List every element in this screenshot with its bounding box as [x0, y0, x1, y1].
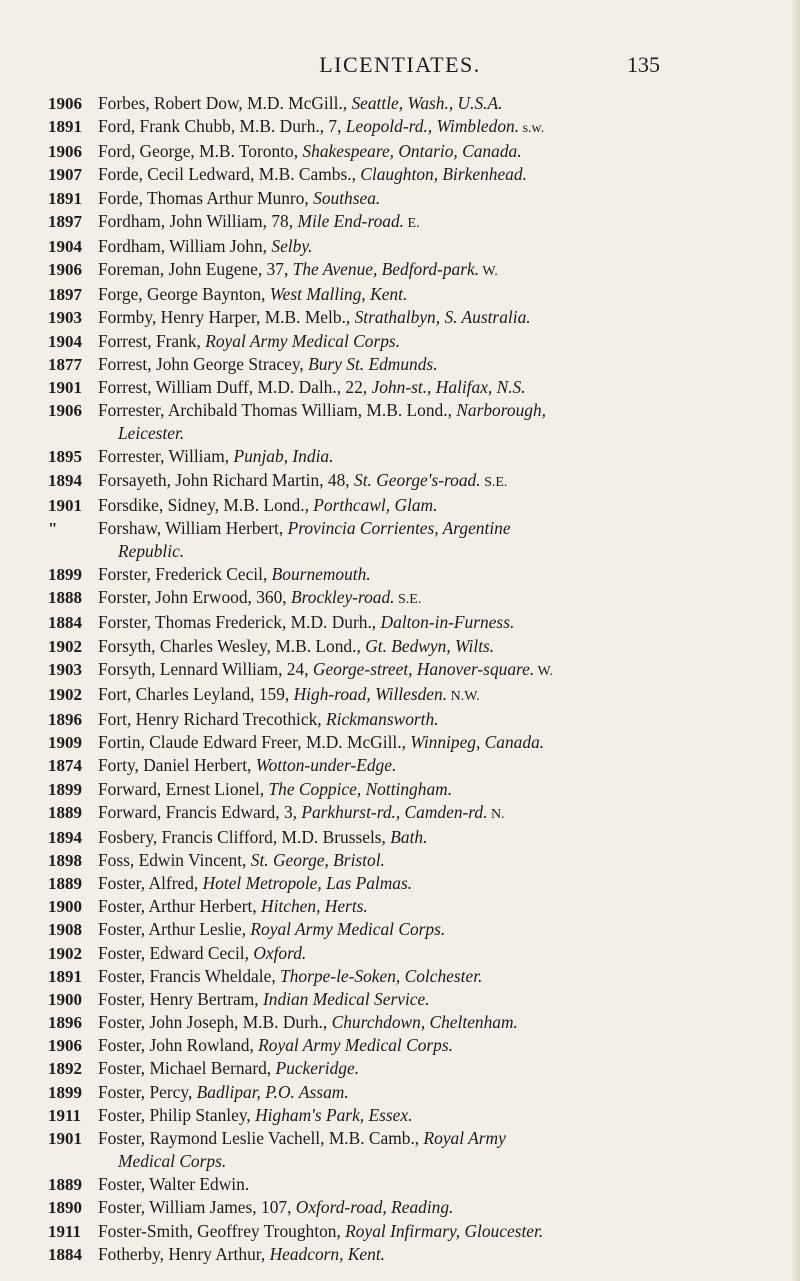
entry-year: 1903	[48, 659, 82, 679]
entry-year: 1904	[48, 236, 82, 256]
entry-text	[98, 469, 766, 494]
list-item	[46, 683, 766, 708]
entry-year: 1902	[48, 636, 82, 656]
entry-text	[98, 283, 766, 306]
entry-name: Fotherby, Henry Arthur,	[98, 1243, 270, 1264]
entry-place: Bath.	[390, 826, 428, 847]
entry-year: 1907	[48, 165, 82, 185]
entry-text	[98, 92, 766, 115]
entry-text	[98, 235, 766, 258]
page-header	[0, 52, 800, 82]
entry-name: Foreman, John Eugene, 37,	[98, 259, 293, 280]
entry-place-continued: Republic.	[118, 540, 185, 561]
entry-place: The Coppice, Nottingham.	[268, 778, 453, 799]
list-item	[46, 163, 766, 186]
entry-year: 1898	[48, 851, 82, 870]
entry-name: Forsayeth, John Richard Martin, 48,	[98, 469, 354, 490]
entry-text	[98, 563, 766, 586]
entry-year: 1884	[48, 613, 82, 633]
entry-year: 1906	[48, 94, 82, 113]
list-item	[46, 1011, 766, 1034]
entry-place: High-road, Willesden.	[293, 683, 448, 704]
entry-text	[98, 376, 766, 399]
list-item	[46, 826, 766, 849]
entry-text	[98, 586, 766, 611]
entry-place: Dalton-in-Furness.	[380, 612, 515, 633]
entry-place: Rickmansworth.	[325, 709, 439, 730]
entry-name: Fort, Charles Leyland, 159,	[98, 683, 294, 704]
entry-text	[98, 445, 766, 468]
entry-place: Provincia Corrientes, Argentine	[287, 517, 511, 538]
entry-text	[98, 1173, 766, 1196]
entry-year: "	[48, 518, 58, 538]
list-item	[46, 1081, 766, 1104]
list-item	[46, 1220, 766, 1243]
entry-place: Gt. Bedwyn, Wilts.	[365, 635, 495, 656]
list-item	[46, 801, 766, 826]
entry-year: 1911	[48, 1105, 82, 1125]
list-item	[46, 1196, 766, 1219]
entry-place: The Avenue, Bedford-park.	[292, 259, 480, 280]
list-item	[46, 306, 766, 329]
entry-place: Selby.	[271, 235, 313, 256]
entry-year: 1884	[48, 1244, 82, 1264]
list-item	[46, 92, 766, 115]
entry-place: Claughton, Birkenhead.	[360, 164, 527, 185]
entry-year: 1908	[48, 920, 82, 940]
entry-place: Oxford.	[253, 942, 307, 963]
list-item	[46, 708, 766, 731]
entry-place: Wotton-under-Edge.	[255, 755, 397, 776]
entry-place: Oxford-road, Reading.	[295, 1197, 454, 1218]
list-item	[46, 210, 766, 235]
list-item	[46, 918, 766, 941]
entry-text	[98, 872, 766, 895]
entry-place: Royal Army Medical Corps.	[250, 919, 446, 940]
entry-district: W.	[534, 663, 553, 679]
entry-year: 1906	[48, 260, 82, 280]
entry-text	[98, 1243, 766, 1266]
entry-name: Forde, Thomas Arthur Munro,	[98, 187, 314, 208]
entry-place: George-street, Hanover-square.	[312, 658, 535, 679]
entry-name: Forster, Frederick Cecil,	[98, 564, 272, 585]
entry-text	[98, 1034, 766, 1057]
list-item	[46, 563, 766, 586]
entry-place: Headcorn, Kent.	[269, 1243, 386, 1264]
entry-place: St. George's-road.	[354, 469, 481, 490]
entry-year: 1902	[48, 943, 82, 963]
entry-year: 1900	[48, 989, 82, 1009]
entry-name: Fort, Henry Richard Trecothick,	[98, 709, 326, 730]
entry-name: Forward, Ernest Lionel,	[98, 778, 269, 799]
entry-name: Foster, Raymond Leslie Vachell, M.B. Camb.,	[98, 1127, 424, 1148]
list-item	[46, 1034, 766, 1057]
list-item	[46, 778, 766, 801]
entry-text	[98, 731, 766, 754]
entry-name: Forbes, Robert Dow, M.D. McGill.,	[98, 93, 352, 113]
entry-place: Hitchen, Herts.	[261, 896, 368, 917]
entry-text	[98, 258, 766, 283]
entry-name: Foss, Edwin Vincent,	[98, 850, 251, 870]
entry-place: Winnipeg, Canada.	[410, 732, 545, 753]
entry-district: N.W.	[447, 688, 480, 704]
entry-name: Fordham, John William, 78,	[98, 210, 298, 231]
entry-district: N.	[487, 806, 505, 822]
entry-place: Royal Army Medical Corps.	[205, 330, 401, 351]
list-item	[46, 330, 766, 353]
entry-year: 1888	[48, 588, 82, 608]
entry-district: S.E.	[394, 592, 422, 608]
entry-text	[98, 163, 766, 186]
entry-text	[98, 942, 766, 965]
entry-text	[98, 849, 766, 872]
entry-year: 1909	[48, 733, 82, 753]
entry-name: Foster, Henry Bertram,	[98, 988, 263, 1009]
entry-year: 1897	[48, 211, 82, 231]
entry-name: Forrest, Frank,	[98, 330, 206, 351]
entry-text	[98, 754, 766, 777]
entry-year: 1899	[48, 1082, 82, 1102]
entry-text	[98, 1104, 766, 1127]
list-item	[46, 353, 766, 376]
entry-place: Churchdown, Cheltenham.	[331, 1012, 518, 1033]
entry-year: 1892	[48, 1059, 82, 1079]
entry-name: Forsyth, Lennard William, 24,	[98, 658, 313, 679]
entry-place: Seattle, Wash., U.S.A.	[351, 93, 503, 113]
list-item	[46, 849, 766, 872]
entry-name: Foster, Arthur Leslie,	[98, 919, 251, 940]
entry-year: 1906	[48, 142, 82, 162]
entry-place: Puckeridge.	[275, 1058, 360, 1079]
entry-name: Forster, Thomas Frederick, M.D. Durh.,	[98, 612, 381, 633]
entry-year: 1906	[48, 401, 82, 421]
list-item	[46, 635, 766, 658]
entry-place: Shakespeare, Ontario, Canada.	[302, 141, 522, 162]
entry-district: W.	[479, 264, 498, 280]
entry-text	[98, 353, 766, 376]
entry-text	[98, 965, 766, 988]
entry-name: Fortin, Claude Edward Freer, M.D. McGill.,	[98, 732, 411, 753]
entry-name: Foster, Arthur Herbert,	[98, 896, 262, 917]
entry-year: 1889	[48, 802, 82, 822]
entry-place-continued: Medical Corps.	[118, 1151, 227, 1172]
entry-year: 1899	[48, 779, 82, 799]
entry-text	[98, 988, 766, 1011]
entry-name: Forster, John Erwood, 360,	[98, 587, 292, 608]
entry-text	[98, 683, 766, 708]
entry-text	[98, 1196, 766, 1219]
list-item	[46, 942, 766, 965]
entry-name: Forrest, John George Stracey,	[98, 353, 309, 374]
entry-place: Royal Army Medical Corps.	[258, 1035, 453, 1056]
licentiates-list	[46, 92, 766, 1266]
list-item	[46, 494, 766, 517]
entry-year: 1894	[48, 827, 82, 847]
entry-text	[98, 611, 766, 634]
entry-text	[98, 306, 766, 329]
entry-year: 1891	[48, 117, 82, 137]
entry-text	[98, 918, 766, 941]
list-item	[46, 376, 766, 399]
entry-name: Foster, Francis Wheldale,	[98, 965, 281, 986]
page-number: 135	[627, 52, 660, 77]
entry-place: Thorpe-le-Soken, Colchester.	[280, 965, 483, 986]
entry-name: Ford, George, M.B. Toronto,	[98, 141, 303, 162]
list-item	[46, 1243, 766, 1266]
entry-year: 1901	[48, 495, 82, 515]
list-item	[46, 235, 766, 258]
entry-name: Forge, George Baynton,	[98, 284, 270, 305]
list-item	[46, 283, 766, 306]
entry-year: 1891	[48, 966, 82, 986]
entry-text	[98, 210, 766, 235]
entry-name: Forward, Francis Edward, 3,	[98, 801, 302, 822]
entry-name: Fosbery, Francis Clifford, M.D. Brussels,	[98, 826, 391, 847]
list-item	[46, 445, 766, 468]
entry-year: 1896	[48, 1013, 82, 1033]
entry-year: 1911	[48, 1221, 82, 1241]
entry-place: Higham's Park, Essex.	[255, 1104, 413, 1125]
entry-place: Royal Infirmary, Gloucester.	[345, 1220, 544, 1241]
list-item	[46, 872, 766, 895]
entry-name: Foster, Philip Stanley,	[98, 1104, 256, 1125]
entry-text	[98, 494, 766, 517]
entry-name: Foster, John Joseph, M.B. Durh.,	[98, 1012, 332, 1033]
entry-place: Punjab, India.	[233, 446, 334, 467]
entry-year: 1901	[48, 1128, 82, 1148]
entry-year: 1874	[48, 756, 82, 776]
entry-text	[98, 778, 766, 801]
entry-year: 1899	[48, 565, 82, 585]
list-item	[46, 258, 766, 283]
entry-text	[98, 895, 766, 918]
entry-text	[98, 1220, 766, 1243]
entry-year: 1896	[48, 710, 82, 730]
entry-place: Hotel Metropole, Las Palmas.	[202, 873, 413, 894]
entry-name: Forrest, William Duff, M.D. Dalh., 22,	[98, 376, 372, 397]
entry-place: John-st., Halifax, N.S.	[371, 376, 526, 397]
entry-name: Foster, Percy,	[98, 1081, 197, 1102]
entry-place: Strathalbyn, S. Australia.	[354, 307, 531, 328]
entry-text	[98, 658, 766, 683]
entry-text	[98, 115, 766, 140]
entry-text	[98, 1127, 766, 1173]
entry-name: Forrester, Archibald Thomas William, M.B. Lond.,	[98, 400, 457, 421]
page-title: LICENTIATES.	[319, 52, 481, 77]
entry-name: Foster, Alfred,	[98, 873, 203, 894]
entry-year: 1897	[48, 285, 82, 305]
entry-year: 1901	[48, 377, 82, 397]
entry-year: 1894	[48, 470, 82, 490]
list-item	[46, 1104, 766, 1127]
entry-name: Foster, William James, 107,	[98, 1197, 296, 1218]
entry-text	[98, 517, 766, 563]
entry-name: Ford, Frank Chubb, M.B. Durh., 7,	[98, 116, 346, 137]
list-item	[46, 1173, 766, 1196]
list-item	[46, 658, 766, 683]
entry-year: 1906	[48, 1036, 82, 1056]
entry-district: S.E.	[480, 474, 508, 490]
entry-place: West Malling, Kent.	[269, 284, 408, 305]
entry-text	[98, 801, 766, 826]
entry-name: Forde, Cecil Ledward, M.B. Cambs.,	[98, 164, 361, 185]
entry-year: 1902	[48, 684, 82, 704]
list-item	[46, 399, 766, 445]
entry-place: Indian Medical Service.	[262, 988, 430, 1009]
entry-place: Bournemouth.	[271, 564, 371, 585]
entry-place: Mile End-road.	[297, 210, 405, 231]
list-item	[46, 115, 766, 140]
entry-year: 1895	[48, 447, 82, 467]
entry-year: 1890	[48, 1198, 82, 1218]
entry-year: 1889	[48, 874, 82, 894]
list-item	[46, 754, 766, 777]
entry-year: 1891	[48, 188, 82, 208]
entry-district: E.	[404, 215, 420, 231]
entry-name: Foster-Smith, Geoffrey Troughton,	[98, 1220, 346, 1241]
entry-text	[98, 330, 766, 353]
entry-text	[98, 187, 766, 210]
entry-text	[98, 1011, 766, 1034]
entry-place: Porthcawl, Glam.	[313, 494, 438, 515]
entry-place-continued: Leicester.	[118, 423, 185, 444]
list-item	[46, 187, 766, 210]
entry-place: Brockley-road.	[291, 587, 395, 608]
entry-place: Narborough,	[456, 400, 547, 421]
entry-name: Forsyth, Charles Wesley, M.B. Lond.,	[98, 635, 366, 656]
entry-year: 1903	[48, 308, 82, 328]
entry-place: Royal Army	[423, 1127, 506, 1148]
entry-text	[98, 708, 766, 731]
list-item	[46, 988, 766, 1011]
list-item	[46, 731, 766, 754]
entry-year: 1877	[48, 354, 82, 374]
entry-place: St. George, Bristol.	[250, 850, 385, 870]
entry-name: Fordham, William John,	[98, 235, 272, 256]
entry-text	[98, 399, 766, 445]
list-item	[46, 1127, 766, 1173]
entry-name: Forsdike, Sidney, M.B. Lond.,	[98, 494, 314, 515]
list-item	[46, 611, 766, 634]
entry-text	[98, 1081, 766, 1104]
entry-text	[98, 635, 766, 658]
entry-name: Foster, Walter Edwin.	[98, 1174, 250, 1195]
entry-district: s.w.	[519, 121, 545, 137]
entry-name: Forshaw, William Herbert,	[98, 517, 288, 538]
entry-text	[98, 1057, 766, 1080]
entry-place: Southsea.	[313, 187, 381, 208]
entry-name: Foster, Edward Cecil,	[98, 942, 254, 963]
entry-text	[98, 140, 766, 163]
page-edge-shadow	[790, 0, 800, 1281]
entry-name: Forty, Daniel Herbert,	[98, 755, 256, 776]
entry-name: Forrester, William,	[98, 446, 234, 467]
list-item	[46, 586, 766, 611]
entry-name: Formby, Henry Harper, M.B. Melb.,	[98, 307, 355, 328]
entry-place: Leopold-rd., Wimbledon.	[345, 116, 520, 137]
list-item	[46, 517, 766, 563]
entry-place: Parkhurst-rd., Camden-rd.	[301, 801, 488, 822]
entry-text	[98, 826, 766, 849]
entry-year: 1900	[48, 897, 82, 917]
entry-year: 1904	[48, 331, 82, 351]
entry-name: Foster, John Rowland,	[98, 1035, 259, 1056]
entry-place: Badlipar, P.O. Assam.	[196, 1081, 349, 1102]
list-item	[46, 140, 766, 163]
entry-place: Bury St. Edmunds.	[308, 353, 438, 374]
list-item	[46, 895, 766, 918]
list-item	[46, 469, 766, 494]
list-item	[46, 1057, 766, 1080]
entry-year: 1889	[48, 1175, 82, 1195]
list-item	[46, 965, 766, 988]
entry-name: Foster, Michael Bernard,	[98, 1058, 276, 1079]
